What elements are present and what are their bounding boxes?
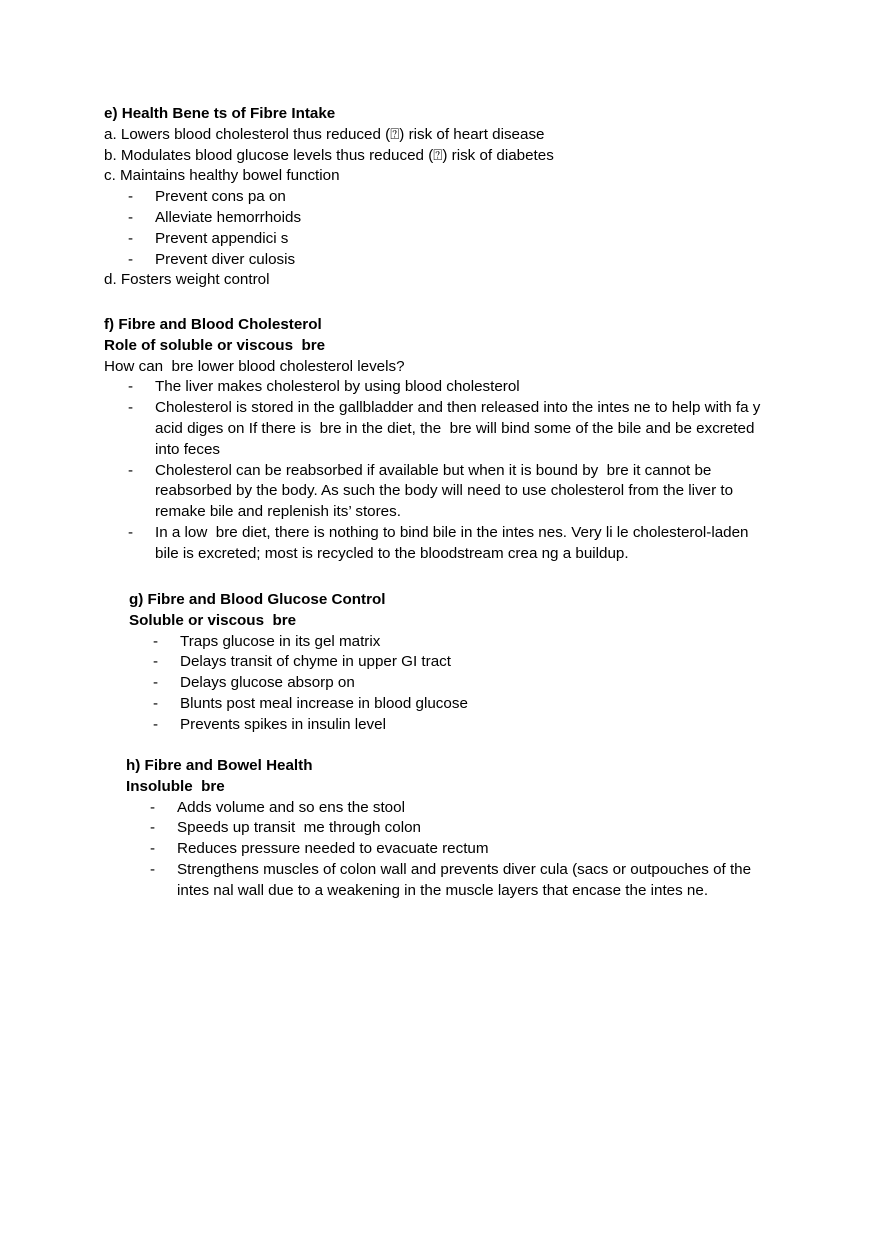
section-fibre-bowel	[126, 756, 826, 902]
bullet-item	[129, 694, 829, 715]
bowel-function-list	[104, 187, 804, 270]
section-heading: f) Fibre and Blood Cholesterol	[104, 316, 322, 333]
bullet-item	[126, 818, 787, 839]
bullet-text: Cholesterol can be reabsorbed if available but when it is bound by bre it cannot be reabsorbed by the body. As such the body will need to use cholesterol from the liver to remake bile and replenish its’ stores.	[155, 461, 738, 521]
bullet-item	[129, 652, 829, 673]
bowel-health-list	[126, 798, 826, 902]
bullet-text: Prevent appendici s	[155, 229, 289, 247]
bullet-item	[104, 398, 775, 460]
bullet-item	[129, 632, 829, 653]
bullet-text: Cholesterol is stored in the gallbladder and then released into the intes ne to help with fa y acid diges on If there is bre in the diet, the bre will bind some of the bile and be excreted into feces	[155, 399, 765, 458]
section-fibre-glucose	[129, 590, 829, 736]
bullet-dash: -	[128, 229, 134, 247]
bullet-dash: -	[128, 208, 134, 226]
bullet-dash: -	[153, 694, 159, 712]
bullet-text: Adds volume and so ens the stool	[177, 798, 405, 816]
bullet-item	[104, 461, 775, 523]
section-subheading: Insoluble bre	[126, 777, 225, 795]
bullet-item	[126, 798, 787, 819]
list-item: a. Lowers blood cholesterol thus reduced (⍰) risk of heart disease	[104, 125, 545, 143]
section-heading: h) Fibre and Bowel Health	[126, 757, 313, 774]
bullet-dash: -	[128, 378, 134, 396]
list-item: d. Fosters weight control	[104, 271, 270, 289]
bullet-item	[126, 839, 787, 860]
bullet-text: Traps glucose in its gel matrix	[180, 632, 381, 650]
bullet-item	[129, 715, 829, 736]
bullet-dash: -	[153, 674, 159, 692]
list-item: c. Maintains healthy bowel function	[104, 167, 340, 185]
bullet-item	[129, 673, 829, 694]
bullet-dash: -	[153, 632, 159, 650]
bullet-text: Speeds up transit me through colon	[177, 819, 421, 837]
bullet-text: Delays transit of chyme in upper GI tract	[180, 653, 451, 671]
bullet-text: Alleviate hemorrhoids	[155, 208, 302, 226]
bullet-item	[104, 377, 775, 398]
bullet-dash: -	[150, 798, 156, 816]
bullet-dash: -	[150, 860, 156, 878]
bullet-item	[104, 523, 775, 565]
bullet-dash: -	[128, 250, 134, 268]
section-subheading: Role of soluble or viscous bre	[104, 336, 326, 354]
bullet-text: Prevents spikes in insulin level	[180, 715, 386, 733]
section-heading: e) Health Bene ts of Fibre Intake	[104, 105, 336, 122]
bullet-dash: -	[153, 653, 159, 671]
list-item: b. Modulates blood glucose levels thus reduced (⍰) risk of diabetes	[104, 146, 554, 164]
question-text: How can bre lower blood cholesterol levels?	[104, 357, 405, 375]
bullet-text: Reduces pressure needed to evacuate rectum	[177, 840, 489, 858]
bullet-item	[104, 187, 804, 208]
bullet-dash: -	[128, 461, 134, 479]
bullet-item	[126, 860, 787, 902]
bullet-text: Prevent cons pa on	[155, 188, 286, 206]
bullet-dash: -	[128, 399, 134, 417]
bullet-text: Blunts post meal increase in blood glucose	[180, 694, 468, 712]
glucose-list	[129, 632, 829, 736]
bullet-dash: -	[150, 819, 156, 837]
section-subheading: Soluble or viscous bre	[129, 611, 297, 629]
bullet-dash: -	[153, 715, 159, 733]
bullet-text: Strengthens muscles of colon wall and prevents diver cula (sacs or outpouches of the intes nal wall due to a weakening in the muscle layers that encase the intes ne.	[177, 860, 756, 899]
bullet-dash: -	[128, 523, 134, 541]
bullet-text: Delays glucose absorp on	[180, 674, 355, 692]
cholesterol-list	[104, 377, 804, 564]
bullet-dash: -	[150, 840, 156, 858]
section-heading: g) Fibre and Blood Glucose Control	[129, 591, 386, 608]
bullet-text: The liver makes cholesterol by using blood cholesterol	[155, 378, 520, 396]
section-health-benefits	[104, 104, 804, 291]
bullet-item	[104, 208, 804, 229]
section-fibre-cholesterol	[104, 315, 804, 565]
bullet-item	[104, 229, 804, 250]
bullet-dash: -	[128, 188, 134, 206]
bullet-text: Prevent diver culosis	[155, 250, 296, 268]
bullet-item	[104, 250, 804, 271]
bullet-text: In a low bre diet, there is nothing to bind bile in the intes nes. Very li le cholesterol-laden bile is excreted; most is recycled to the bloodstream crea ng a buildup.	[155, 523, 753, 562]
